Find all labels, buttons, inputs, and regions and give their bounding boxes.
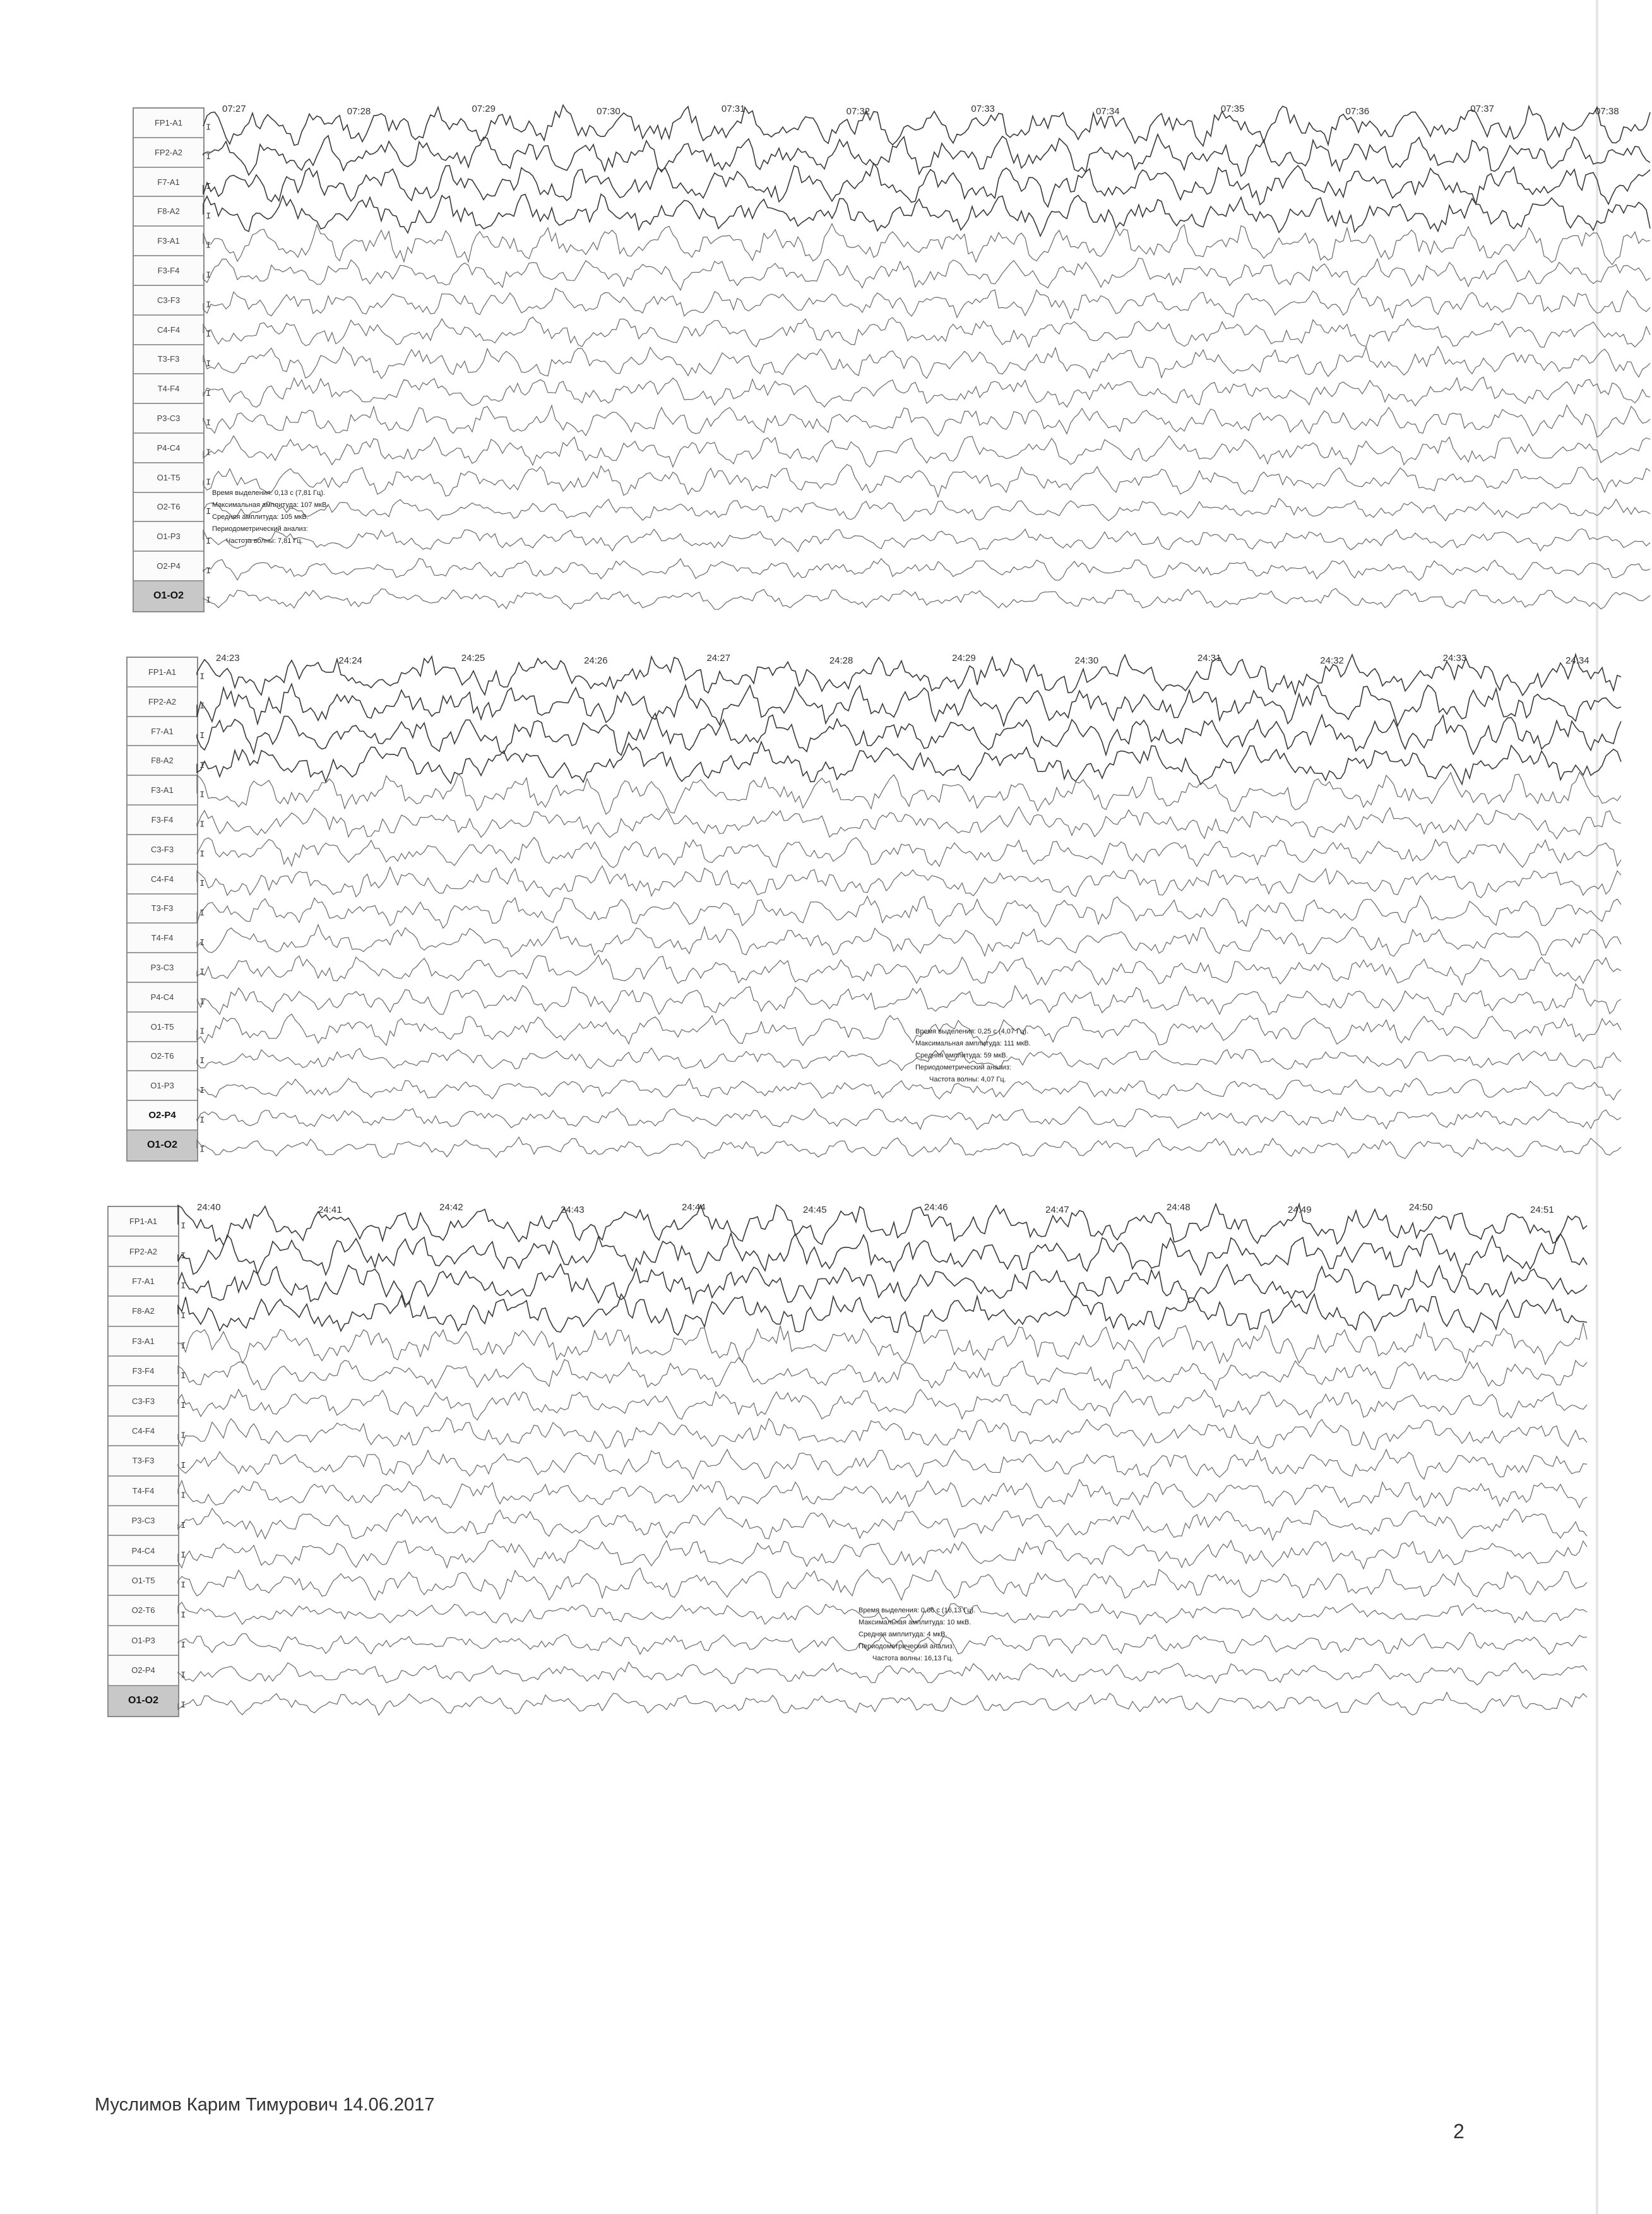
- calibration-marker: I: [199, 701, 205, 712]
- calibration-marker: I: [206, 536, 211, 547]
- channel-label: T4-F4: [128, 924, 197, 953]
- eeg-trace-line: [203, 405, 1650, 437]
- channel-label: P4-C4: [109, 1536, 178, 1566]
- channel-label: F3-A1: [134, 227, 203, 256]
- eeg-trace-line: [203, 465, 1650, 497]
- calibration-marker: I: [199, 849, 205, 860]
- eeg-trace-line: [178, 1294, 1587, 1335]
- eeg-trace-line: [178, 1508, 1587, 1540]
- time-tick: 24:46: [924, 1202, 948, 1213]
- page-number: 2: [1453, 2120, 1465, 2143]
- calibration-marker: I: [206, 477, 211, 488]
- eeg-trace-svg: [197, 657, 1622, 1193]
- channel-label: O2-T6: [128, 1042, 197, 1072]
- eeg-trace-line: [203, 223, 1650, 265]
- annotation-avg-amplitude: Средняя амплитуда: 59 мкВ.: [915, 1052, 1008, 1059]
- eeg-trace-line: [178, 1418, 1587, 1450]
- channel-label: F8-A2: [134, 197, 203, 227]
- channel-label: F3-F4: [128, 806, 197, 835]
- annotation-frequency: Частота волны: 4,07 Гц.: [929, 1076, 1006, 1083]
- time-tick: 24:25: [461, 653, 485, 664]
- time-tick: 07:37: [1470, 104, 1494, 114]
- calibration-marker: I: [206, 330, 211, 340]
- channel-label: C3-F3: [109, 1386, 178, 1416]
- calibration-marker: I: [181, 1281, 186, 1292]
- time-tick: 24:23: [216, 653, 240, 664]
- channel-label: C3-F3: [134, 286, 203, 316]
- annotation-max-amplitude: Максимальная амплитуда: 107 мкВ.: [212, 501, 329, 509]
- eeg-trace-line: [178, 1233, 1587, 1275]
- calibration-marker: I: [206, 507, 211, 518]
- time-tick: 07:34: [1096, 106, 1120, 117]
- eeg-trace-line: [197, 1078, 1621, 1100]
- calibration-marker: I: [199, 1145, 205, 1155]
- calibration-marker: I: [199, 1056, 205, 1067]
- annotation-analysis: Периодометрический анализ:: [915, 1064, 1011, 1071]
- channel-label: F3-A1: [109, 1327, 178, 1357]
- eeg-trace-line: [178, 1480, 1587, 1508]
- channel-label: FP2-A2: [128, 687, 197, 717]
- calibration-marker: I: [181, 1610, 186, 1621]
- annotation-frequency: Частота волны: 16,13 Гц.: [872, 1655, 953, 1662]
- eeg-trace-line: [197, 1048, 1621, 1071]
- calibration-marker: I: [181, 1311, 186, 1321]
- channel-list: [126, 657, 198, 1162]
- time-tick: 07:33: [971, 104, 995, 114]
- eeg-trace-line: [197, 773, 1621, 814]
- channel-label: F3-F4: [134, 256, 203, 286]
- calibration-marker: I: [181, 1550, 186, 1561]
- calibration-marker: I: [181, 1580, 186, 1591]
- eeg-trace-line: [197, 807, 1621, 839]
- calibration-marker: I: [181, 1491, 186, 1501]
- channel-label: P3-C3: [134, 404, 203, 434]
- calibration-marker: I: [199, 879, 205, 890]
- time-tick: 24:33: [1442, 653, 1467, 664]
- channel-label: O1-T5: [134, 463, 203, 493]
- calibration-marker: I: [199, 672, 205, 682]
- channel-label: O1-P3: [134, 522, 203, 552]
- time-tick: 24:44: [682, 1202, 706, 1213]
- channel-label: T3-F3: [109, 1446, 178, 1476]
- time-tick: 07:28: [347, 106, 371, 117]
- channel-label: F7-A1: [128, 717, 197, 747]
- eeg-trace-line: [203, 529, 1650, 552]
- channel-label: O1-P3: [128, 1071, 197, 1101]
- annotation-time: Время выделения: 0,06 с (16,13 Гц).: [859, 1607, 976, 1614]
- channel-label: T3-F3: [128, 895, 197, 924]
- calibration-marker: I: [199, 997, 205, 1008]
- annotation-avg-amplitude: Средняя амплитуда: 4 мкВ.: [859, 1631, 948, 1638]
- annotation-max-amplitude: Максимальная амплитуда: 10 мкВ.: [859, 1619, 972, 1626]
- time-tick: 24:30: [1074, 655, 1099, 666]
- calibration-marker: I: [206, 182, 211, 193]
- eeg-trace-line: [203, 436, 1650, 467]
- channel-label: C4-F4: [109, 1417, 178, 1446]
- calibration-marker: I: [181, 1461, 186, 1471]
- annotation-time: Время выделения: 0,13 с (7,81 Гц).: [212, 489, 326, 497]
- channel-label: F3-A1: [128, 776, 197, 806]
- channel-label: FP1-A1: [109, 1207, 178, 1237]
- eeg-trace-line: [203, 164, 1650, 207]
- time-tick: 07:31: [721, 104, 746, 114]
- calibration-marker: I: [181, 1640, 186, 1651]
- time-tick: 07:36: [1345, 106, 1370, 117]
- time-tick: 24:41: [318, 1205, 342, 1215]
- channel-label: FP1-A1: [134, 109, 203, 138]
- eeg-trace-line: [203, 317, 1650, 347]
- time-tick: 24:47: [1045, 1205, 1069, 1215]
- calibration-marker: I: [199, 790, 205, 800]
- eeg-trace-line: [197, 837, 1621, 867]
- channel-label: O1-T5: [109, 1566, 178, 1596]
- channel-label: P4-C4: [128, 983, 197, 1013]
- eeg-trace-line: [197, 684, 1621, 726]
- eeg-trace-line: [203, 105, 1650, 146]
- channel-label: F7-A1: [134, 168, 203, 198]
- eeg-trace-line: [203, 347, 1650, 379]
- channel-label: F3-F4: [109, 1357, 178, 1386]
- time-tick: 24:51: [1530, 1205, 1554, 1215]
- eeg-trace-line: [178, 1540, 1587, 1569]
- calibration-marker: I: [206, 122, 211, 133]
- channel-label: O2-P4: [109, 1656, 178, 1686]
- time-tick: 24:26: [584, 655, 608, 666]
- eeg-trace-line: [203, 558, 1650, 580]
- eeg-trace-line: [178, 1388, 1587, 1420]
- channel-label: FP2-A2: [134, 138, 203, 168]
- annotation-box: [859, 1605, 975, 1665]
- calibration-marker: I: [206, 359, 211, 369]
- time-tick: 24:45: [803, 1205, 827, 1215]
- channel-label: P3-C3: [109, 1506, 178, 1536]
- eeg-trace-line: [178, 1662, 1587, 1685]
- eeg-trace-line: [197, 955, 1621, 985]
- calibration-marker: I: [199, 1115, 205, 1126]
- channel-label: O1-T5: [128, 1013, 197, 1042]
- time-tick: 07:38: [1595, 106, 1619, 117]
- calibration-marker: I: [206, 595, 211, 606]
- calibration-marker: I: [206, 448, 211, 458]
- calibration-marker: I: [199, 967, 205, 978]
- time-tick: 24:49: [1288, 1205, 1312, 1215]
- time-tick: 24:48: [1167, 1202, 1191, 1213]
- calibration-marker: I: [181, 1371, 186, 1381]
- time-tick: 24:28: [829, 655, 853, 666]
- channel-label: F8-A2: [109, 1297, 178, 1326]
- channel-label: C4-F4: [134, 316, 203, 345]
- eeg-trace-line: [203, 258, 1650, 290]
- eeg-trace-line: [197, 866, 1621, 898]
- eeg-trace-svg: [203, 107, 1652, 638]
- channel-label: O2-T6: [109, 1596, 178, 1626]
- time-tick: 24:29: [952, 653, 976, 664]
- channel-label: P4-C4: [134, 434, 203, 463]
- time-tick: 24:34: [1566, 655, 1590, 666]
- calibration-marker: I: [181, 1520, 186, 1531]
- annotation-time: Время выделения: 0,25 с (4,07 Гц).: [915, 1028, 1029, 1035]
- eeg-trace-line: [178, 1357, 1587, 1390]
- eeg-trace-line: [197, 1107, 1621, 1129]
- annotation-box: [212, 487, 328, 547]
- calibration-marker: I: [181, 1670, 186, 1681]
- calibration-marker: I: [199, 731, 205, 742]
- channel-label: O2-P4: [128, 1101, 197, 1131]
- time-tick: 24:43: [561, 1205, 585, 1215]
- time-tick: 24:24: [338, 655, 362, 666]
- channel-label: FP2-A2: [109, 1237, 178, 1266]
- channel-label: O1-O2: [134, 581, 203, 611]
- eeg-trace-line: [197, 984, 1621, 1015]
- eeg-trace-line: [178, 1693, 1587, 1715]
- calibration-marker: I: [206, 300, 211, 311]
- eeg-trace-line: [197, 713, 1621, 755]
- calibration-marker: I: [206, 211, 211, 222]
- eeg-panel-2: [126, 653, 1590, 1193]
- calibration-marker: I: [199, 1085, 205, 1096]
- eeg-panel-3: [107, 1202, 1554, 1742]
- channel-label: O2-P4: [134, 552, 203, 581]
- channel-label: O2-T6: [134, 493, 203, 523]
- calibration-marker: I: [206, 388, 211, 399]
- eeg-trace-line: [197, 742, 1621, 785]
- eeg-trace-line: [197, 925, 1621, 957]
- time-tick: 24:42: [439, 1202, 463, 1213]
- calibration-marker: I: [181, 1431, 186, 1441]
- eeg-trace-line: [203, 588, 1650, 609]
- time-tick: 24:40: [197, 1202, 221, 1213]
- channel-label: FP1-A1: [128, 658, 197, 687]
- calibration-marker: I: [206, 152, 211, 163]
- calibration-marker: I: [199, 760, 205, 771]
- eeg-trace-line: [203, 499, 1650, 522]
- eeg-trace-line: [197, 896, 1621, 928]
- channel-label: F8-A2: [128, 746, 197, 776]
- calibration-marker: I: [199, 937, 205, 948]
- calibration-marker: I: [181, 1341, 186, 1352]
- annotation-analysis: Периодометрический анализ:: [212, 525, 308, 533]
- eeg-trace-line: [178, 1264, 1587, 1304]
- channel-label: P3-C3: [128, 953, 197, 983]
- time-tick: 07:27: [222, 104, 246, 114]
- calibration-marker: I: [206, 270, 211, 281]
- annotation-analysis: Периодометрический анализ:: [859, 1643, 954, 1650]
- calibration-marker: I: [206, 418, 211, 429]
- channel-label: T4-F4: [109, 1477, 178, 1506]
- eeg-trace-line: [203, 194, 1650, 237]
- eeg-trace-line: [203, 377, 1650, 407]
- channel-label: T3-F3: [134, 345, 203, 375]
- calibration-marker: I: [199, 1027, 205, 1037]
- calibration-marker: I: [199, 908, 205, 919]
- calibration-marker: I: [199, 819, 205, 830]
- channel-label: C3-F3: [128, 835, 197, 865]
- calibration-marker: I: [181, 1251, 186, 1262]
- eeg-trace-line: [178, 1449, 1587, 1479]
- calibration-marker: I: [206, 241, 211, 251]
- time-tick: 24:32: [1320, 655, 1344, 666]
- eeg-traces: [197, 653, 1622, 1193]
- time-tick: 24:27: [706, 653, 730, 664]
- annotation-frequency: Частота волны: 7,81 Гц.: [226, 537, 303, 545]
- eeg-trace-line: [197, 655, 1621, 696]
- patient-name-footer: Муслимов Карим Тимурович 14.06.2017: [95, 2095, 435, 2115]
- annotation-avg-amplitude: Средняя амплитуда: 105 мкВ.: [212, 513, 309, 521]
- channel-label: T4-F4: [134, 374, 203, 404]
- channel-list: [107, 1206, 179, 1717]
- channel-label: O1-P3: [109, 1626, 178, 1656]
- time-tick: 07:32: [846, 106, 871, 117]
- eeg-trace-line: [178, 1204, 1587, 1245]
- calibration-marker: I: [181, 1221, 186, 1232]
- eeg-trace-line: [203, 288, 1650, 318]
- channel-label: O1-O2: [128, 1131, 197, 1160]
- channel-list: [133, 107, 205, 612]
- calibration-marker: I: [181, 1401, 186, 1412]
- eeg-trace-line: [178, 1568, 1587, 1600]
- eeg-trace-line: [203, 134, 1650, 176]
- time-tick: 07:29: [472, 104, 496, 114]
- channel-label: F7-A1: [109, 1267, 178, 1297]
- eeg-traces: [203, 104, 1652, 638]
- eeg-trace-line: [197, 1137, 1621, 1158]
- eeg-trace-line: [197, 1014, 1621, 1046]
- time-tick: 24:31: [1197, 653, 1221, 664]
- calibration-marker: I: [206, 566, 211, 576]
- eeg-panel-1: [133, 104, 1619, 638]
- time-tick: 07:35: [1220, 104, 1245, 114]
- channel-label: O1-O2: [109, 1686, 178, 1716]
- channel-label: C4-F4: [128, 865, 197, 895]
- time-tick: 07:30: [597, 106, 621, 117]
- annotation-max-amplitude: Максимальная амплитуда: 111 мкВ.: [915, 1040, 1031, 1047]
- calibration-marker: I: [181, 1700, 186, 1711]
- time-tick: 24:50: [1409, 1202, 1433, 1213]
- annotation-box: [915, 1026, 1031, 1086]
